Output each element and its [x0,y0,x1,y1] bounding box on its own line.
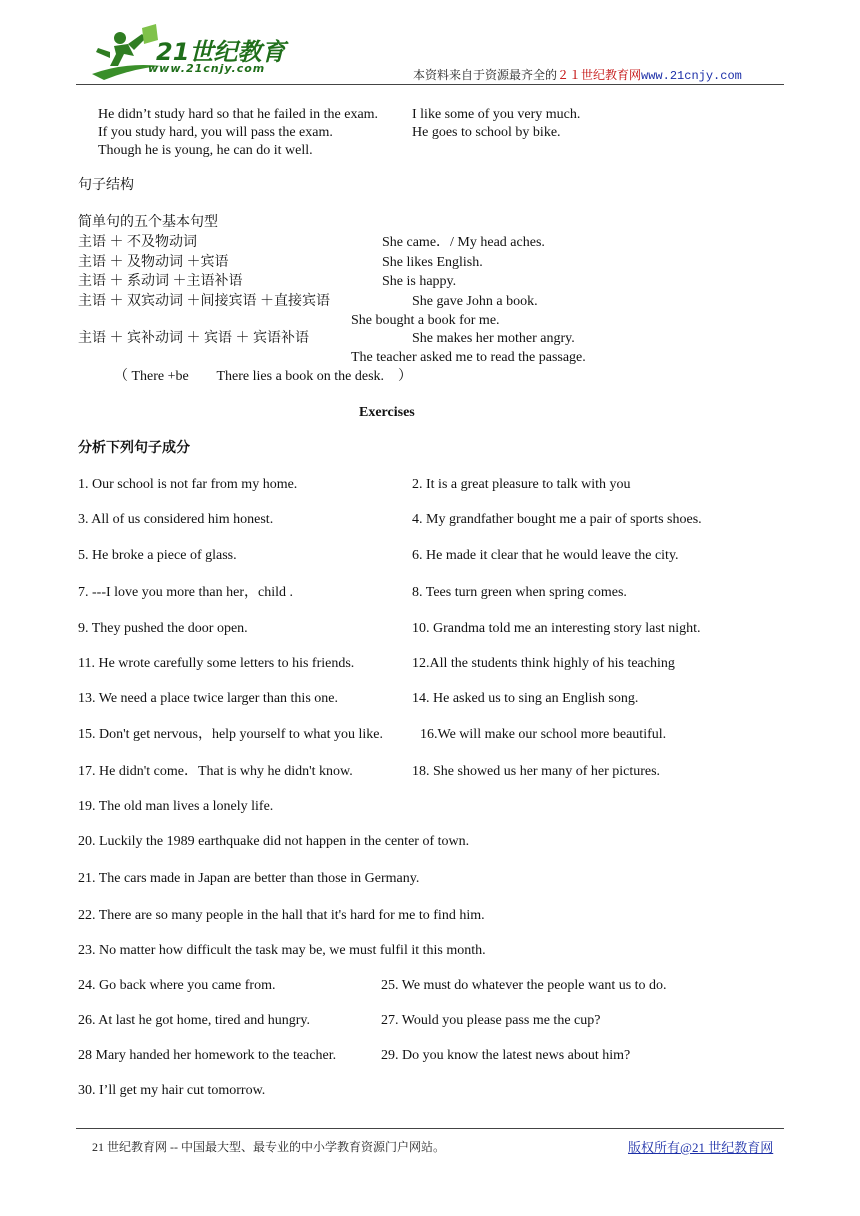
example-left-1: He didn’t study hard so that he failed in the exam. [98,107,379,122]
exercise-item-6: 6. He made it clear that he would leave the city. [412,548,679,563]
exercises-instruction: 分析下列句子成分 [78,441,190,456]
section-title-structure: 句子结构 [78,178,134,193]
exercise-item-14: 14. He asked us to sing an English song. [412,691,639,706]
exercise-item-7: 7. ---I love you more than her，child . [78,585,293,600]
exercise-item-16: 16.We will make our school more beautiful. [420,727,667,742]
exercise-item-9: 9. They pushed the door open. [78,621,248,636]
exercise-item-1: 1. Our school is not far from my home. [78,477,298,492]
header-brand: ２１世纪教育网 [557,68,642,82]
example-right-1: I like some of you very much. [412,107,581,122]
exercise-item-11: 11. He wrote carefully some letters to his friends. [78,656,355,671]
exercise-item-27: 27. Would you please pass me the cup? [381,1013,601,1028]
logo-url: www.21cnjy.com [148,62,266,75]
example-left-2: If you study hard, you will pass the exam. [98,125,333,140]
exercise-item-24: 24. Go back where you came from. [78,978,276,993]
exercise-item-23: 23. No matter how difficult the task may be, we must fulfil it this month. [78,943,486,958]
header-note-prefix: 本资料来自于资源最齐全的 [413,68,558,82]
exercise-item-13: 13. We need a place twice larger than this one. [78,691,338,706]
header-url-link[interactable]: www.21cnjy.com [641,69,742,83]
pattern-2-example: She likes English. [382,255,483,270]
exercise-item-19: 19. The old man lives a lonely life. [78,799,274,814]
exercise-item-4: 4. My grandfather bought me a pair of sports shoes. [412,512,702,527]
exercise-item-17: 17. He didn't come．That is why he didn't know. [78,764,353,779]
footer-copyright-link[interactable]: 版权所有@21 世纪教育网 [628,1140,774,1155]
exercise-item-5: 5. He broke a piece of glass. [78,548,237,563]
section-subtitle-patterns: 简单句的五个基本句型 [78,215,218,230]
pattern-5-example: She makes her mother angry. [412,331,575,346]
exercise-item-21: 21. The cars made in Japan are better than those in Germany. [78,871,420,886]
pattern-1-example: She came．/ My head aches. [382,235,545,250]
exercise-item-30: 30. I’ll get my hair cut tomorrow. [78,1083,266,1098]
pattern-1: 主语 ＋ 不及物动词 [78,235,197,250]
exercises-heading: Exercises [359,405,415,420]
pattern-3: 主语 ＋ 系动词 ＋主语补语 [78,274,243,289]
exercise-item-8: 8. Tees turn green when spring comes. [412,585,627,600]
exercise-item-18: 18. She showed us her many of her pictures. [412,764,661,779]
exercise-item-10: 10. Grandma told me an interesting story last night. [412,621,701,636]
pattern-5: 主语 ＋ 宾补动词 ＋ 宾语 ＋ 宾语补语 [78,331,309,346]
pattern-4-example-2: She bought a book for me. [351,313,500,328]
exercise-item-2: 2. It is a great pleasure to talk with you [412,477,631,492]
pattern-4-example: She gave John a book. [412,294,538,309]
footer-site-description: 21 世纪教育网 -- 中国最大型、最专业的中小学教育资源门户网站。 [92,1140,445,1154]
exercise-item-28: 28 Mary handed her homework to the teacher. [78,1048,337,1063]
footer-divider [76,1128,784,1129]
pattern-2: 主语 ＋ 及物动词 ＋宾语 [78,255,229,270]
exercise-item-12: 12.All the students think highly of his teaching [412,656,675,671]
pattern-5-example-2: The teacher asked me to read the passage. [351,350,586,365]
exercise-item-25: 25. We must do whatever the people want us to do. [381,978,667,993]
pattern-3-example: She is happy. [382,274,457,289]
exercise-item-3: 3. All of us considered him honest. [78,512,274,527]
site-logo [84,22,284,84]
exercise-item-29: 29. Do you know the latest news about him? [381,1048,631,1063]
exercise-item-15: 15. Don't get nervous，help yourself to what you like. [78,727,384,742]
example-left-3: Though he is young, he can do it well. [98,143,313,158]
header-source-note [413,66,742,83]
logo-text: 21世纪教育 [156,38,286,66]
there-be-note: （ There +be There lies a book on the desk. ） [114,369,413,384]
pattern-4: 主语 ＋ 双宾动词 ＋间接宾语 ＋直接宾语 [78,294,330,309]
exercise-item-26: 26. At last he got home, tired and hungry. [78,1013,310,1028]
example-right-2: He goes to school by bike. [412,125,561,140]
header-divider [76,84,784,85]
exercise-item-20: 20. Luckily the 1989 earthquake did not happen in the center of town. [78,834,470,849]
exercise-item-22: 22. There are so many people in the hall that it's hard for me to find him. [78,908,485,923]
